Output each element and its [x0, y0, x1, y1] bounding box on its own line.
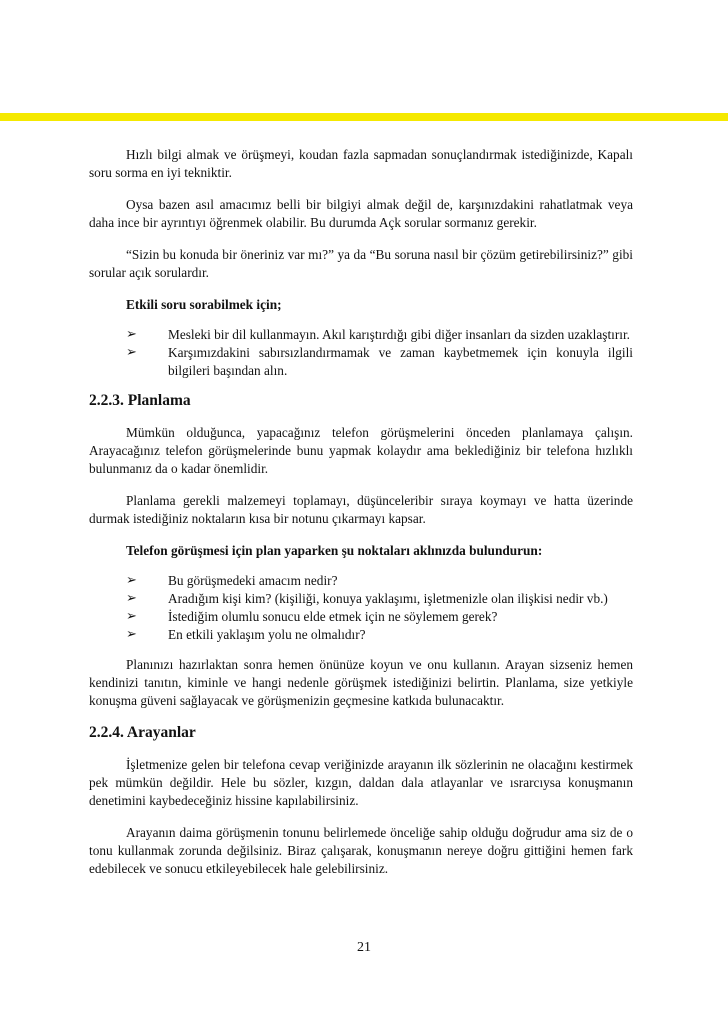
- list-item-text: İstediğim olumlu sonucu elde etmek için ne söylemem gerek?: [168, 609, 498, 624]
- bold-lead: Telefon görüşmesi için plan yaparken şu noktaları aklınızda bulundurun:: [126, 543, 543, 558]
- list-item: [126, 608, 633, 626]
- arrow-bullet-icon: ➢: [126, 591, 137, 606]
- list-item-text: En etkili yaklaşım yolu ne olmalıdır?: [168, 627, 366, 642]
- bullet-list: [89, 326, 633, 380]
- bold-lead: Etkili soru sorabilmek için;: [126, 297, 282, 312]
- page-number: 21: [357, 940, 371, 955]
- arrow-bullet-icon: ➢: [126, 609, 137, 624]
- arrow-bullet-icon: ➢: [126, 327, 137, 342]
- paragraph: “Sizin bu konuda bir öneriniz var mı?” ya da “Bu soruna nasıl bir çözüm getirebilirsiniz?” gibi sorular açık sorulardır.: [89, 247, 633, 280]
- paragraph: Arayanın daima görüşmenin tonunu belirlemede önceliğe sahip olduğu doğrudur ama siz de o tonu kullanmak zorunda değilsiniz. Biraz çalışarak, konuşmanın nereye doğru gittiğini hemen fark edebilecek ve sonucu etkileyebilecek hale gelebilirsiniz.: [89, 825, 633, 876]
- list-item: [126, 326, 633, 344]
- paragraph: Planınızı hazırlaktan sonra hemen önünüze koyun ve onu kullanın. Arayan sizseniz hemen kendinizi tanıtın, kiminle ve hangi nedenle görüşmek istediğinizi belirtin. Planlama, size yetkiyle konuşma güveni sağlayacak ve görüşmenizin geçmesine katkıda bulunacaktır.: [89, 657, 633, 708]
- arrow-bullet-icon: ➢: [126, 627, 137, 642]
- paragraph: Planlama gerekli malzemeyi toplamayı, düşünceleribir sıraya koymayı ve hatta üzerinde durmak istediğiniz noktaların kısa bir notunu çıkarmayı kapsar.: [89, 493, 633, 526]
- paragraph: Hızlı bilgi almak ve örüşmeyi, koudan fazla sapmadan sonuçlandırmak istediğinizde, Kapalı soru sorma en iyi tekniktir.: [89, 147, 633, 180]
- list-item-text: Aradığım kişi kim? (kişiliği, konuya yaklaşımı, işletmenizle olan ilişkisi nedir vb.): [168, 591, 608, 606]
- list-item: [126, 626, 633, 644]
- paragraph: Mümkün olduğunca, yapacağınız telefon görüşmelerini önceden planlamaya çalışın. Arayacağınız telefon görüşmelerinde bunu yapmak kolaydır ama beklediğiniz bir telefona hızlıklı bulunmanız da o kadar önemlidir.: [89, 425, 633, 476]
- section-heading: 2.2.3. Planlama: [89, 392, 191, 409]
- list-item-text: Karşımızdakini sabırsızlandırmamak ve zaman kaybetmemek için konuyla ilgili bilgileri başından alın.: [168, 345, 633, 378]
- page-body: [89, 146, 633, 892]
- list-item: [126, 572, 633, 590]
- arrow-bullet-icon: ➢: [126, 573, 137, 588]
- section-heading: 2.2.4. Arayanlar: [89, 724, 196, 741]
- list-item: [126, 344, 633, 380]
- paragraph: Oysa bazen asıl amacımız belli bir bilgiyi almak değil de, karşınızdakini rahatlatmak veya daha ince bir ayrıntıyı öğrenmek olabilir. Bu durumda Açk sorular sormanız gerekir.: [89, 197, 633, 230]
- arrow-bullet-icon: ➢: [126, 345, 137, 360]
- list-item-text: Mesleki bir dil kullanmayın. Akıl karıştırdığı gibi diğer insanları da sizden uzaklaştırır.: [168, 327, 630, 342]
- list-item-text: Bu görüşmedeki amacım nedir?: [168, 573, 338, 588]
- list-item: [126, 590, 633, 608]
- paragraph: İşletmenize gelen bir telefona cevap veriğinizde arayanın ilk sözlerinin ne olacağını kestirmek pek mümkün değildir. Hele bu sözler, kızgın, daldan dala atlayanlar ve ısrarcıysa konuşmanın denetimini kaybedeceğiniz hissine kapılabilirsiniz.: [89, 757, 633, 808]
- bullet-list: [89, 572, 633, 644]
- header-band: [0, 113, 728, 121]
